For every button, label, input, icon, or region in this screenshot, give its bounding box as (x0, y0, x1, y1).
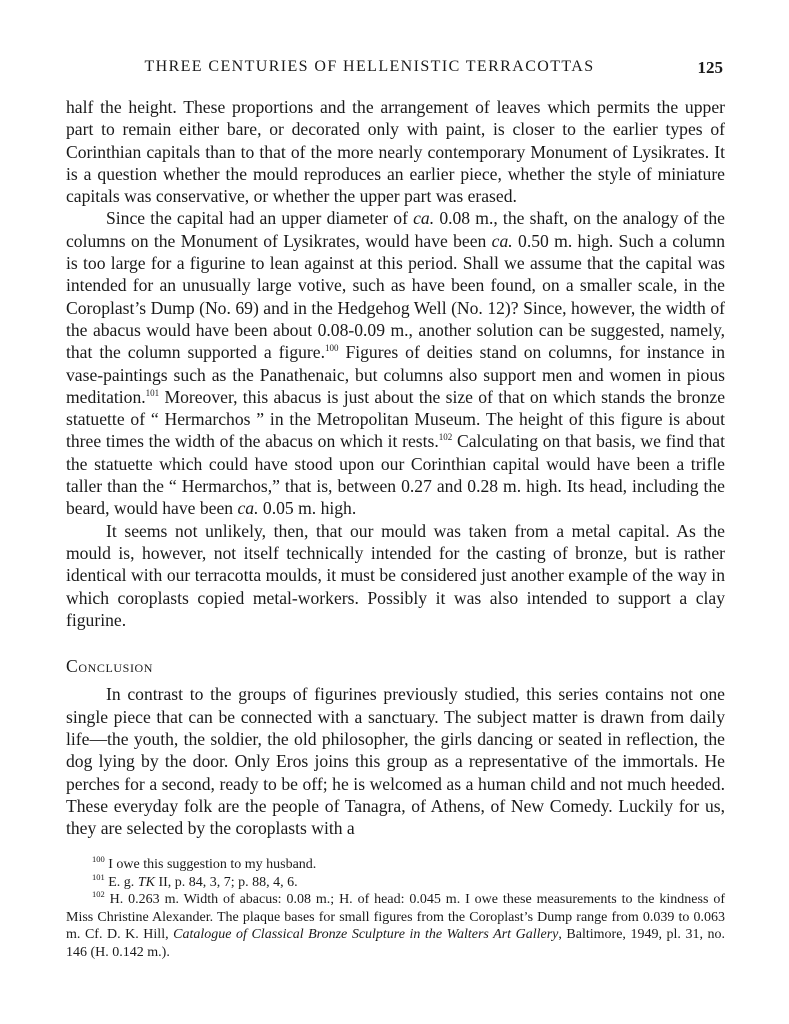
paragraph-4: In contrast to the groups of figurines previously studied, this series contains not one single piece that can be connected with a sanctuary. The subject matter is drawn from daily life—the youth, the soldier, the old philosopher, the girls dancing or seated in reflection, the dog lying by the door. Only Eros joins this group as a representative of the immortals. He perches for a second, ready to be off; he is welcomed as a human child and not much heeded. These everyday folk are the people of Tanagra, of Athens, of New Comedy. Luckily for us, they are selected by the coroplasts with a (66, 684, 725, 839)
footnote-text: I owe this suggestion to my husband. (104, 857, 317, 872)
footnote-text: II, p. 84, 3, 7; p. 88, 4, 6. (154, 874, 298, 890)
footnote-number: 101 (92, 871, 105, 882)
italic-book-title: Catalogue of Classical Bronze Sculpture in the Walters Art Gallery (173, 927, 559, 943)
text-run: Since the capital had an upper diameter of (106, 208, 414, 229)
footnote-ref-101[interactable]: 101 (145, 387, 160, 398)
footnote-number: 102 (92, 889, 105, 900)
paragraph-3: It seems not unlikely, then, that our mould was taken from a metal capital. As the mould is, however, not itself technically intended for the casting of bronze, but is rather identical with our terracotta moulds, it must be considered just another example of the way in which coroplasts copied metal-workers. Possibly it was also intended to support a clay figurine. (66, 520, 725, 630)
footnote-100 (66, 856, 725, 874)
text-run: 0.05 m. high. (258, 498, 357, 519)
footnote-ref-102[interactable]: 102 (438, 432, 453, 443)
page-number: 125 (697, 58, 723, 77)
paragraph-2 (66, 207, 725, 519)
footnote-ref-100[interactable]: 100 (325, 343, 339, 354)
text-run: Figures of deities stand on columns, for instance in vase-paintings such as the Panathenaic, but columns also support men and women in pious meditation. (66, 342, 725, 407)
footnote-number: 100 (92, 854, 105, 864)
text-run: 0.08 m., the shaft, on the analogy of the columns on the Monument of Lysikrates, would have been (66, 208, 725, 251)
footnote-text: H. 0.263 m. Width of abacus: 0.08 m.; H. of head: 0.045 m. I owe these measurements to the kindness of Miss Christine Alexander. The plaque bases for small figures from the Coroplast’s Dump range from 0.039 to 0.063 m. Cf. D. K. Hill, (66, 892, 725, 943)
footnote-102 (66, 891, 725, 961)
paragraph-1: half the height. These proportions and the arrangement of leaves which permits the upper part to remain either bare, or decorated only with paint, is closer to the earlier types of Corinthian capitals than to that of the more nearly contemporary Monument of Lysikrates. It is a question whether the mould reproduces an earlier piece, whether the style of miniature capitals was conservative, or whether the upper part was erased. (66, 97, 725, 207)
footnote-text: E. g. (104, 874, 138, 890)
body-text (66, 96, 725, 840)
footnote-101 (66, 871, 725, 892)
italic-ca: ca. (237, 498, 259, 519)
text-run: Calculating on that basis, we find that the statuette which could have stood upon our Corinthian capital would have been a trifle taller than the “ Hermarchos,” that is, between 0.27 and 0.28 m. high. Its head, including the beard, would have been (66, 431, 725, 519)
italic-ca: ca. (413, 208, 435, 229)
page-header (66, 58, 723, 82)
text-run: 0.50 m. high. Such a column is too large for a figurine to lean against at this period. Shall we assume that the capital was intended for an unusually large votive, such as have been found, on a smaller scale, in the Coroplast’s Dump (No. 69) and in the Hedgehog Well (No. 12)? Since, however, the width of the abacus would have been about 0.08-0.09 m., another solution can be suggested, namely, that the column supported a figure. (66, 230, 725, 363)
footnotes (66, 856, 725, 962)
italic-ca: ca. (491, 230, 513, 251)
italic-tk: TK (137, 874, 155, 890)
section-heading-conclusion: Conclusion (66, 656, 154, 677)
footnote-text: , Baltimore, 1949, pl. 31, no. 146 (H. 0.142 m.). (66, 927, 725, 960)
running-head: THREE CENTURIES OF HELLENISTIC TERRACOTTAS (144, 58, 595, 75)
text-run: Moreover, this abacus is just about the size of that on which stands the bronze statuette of “ Hermarchos ” in the Metropolitan Museum. The height of this figure is about three times the width of the abacus on which it rests. (66, 386, 725, 452)
